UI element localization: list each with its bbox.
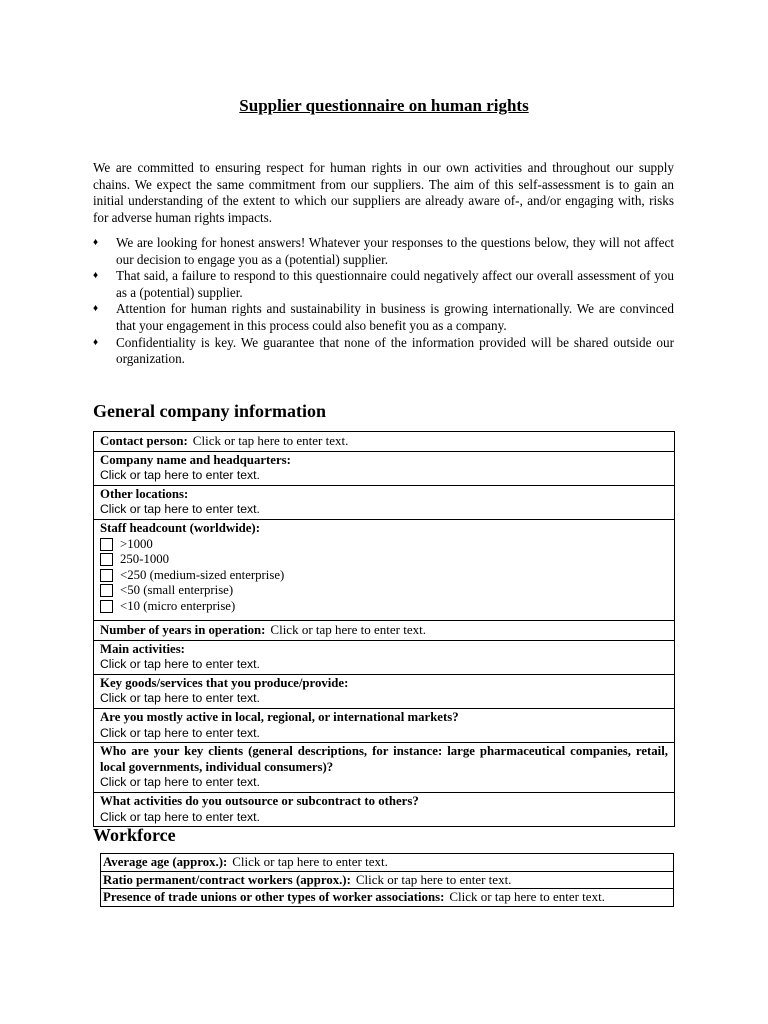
markets-label: Are you mostly active in local, regional, or international markets?	[100, 710, 459, 725]
worker-ratio-label: Ratio permanent/contract workers (approx.):	[103, 872, 351, 887]
contact-person-label: Contact person:	[100, 434, 188, 448]
general-info-table	[93, 431, 675, 827]
key-goods-label: Key goods/services that you produce/provide:	[100, 675, 349, 690]
contact-person-field[interactable]: Click or tap here to enter text.	[192, 433, 349, 448]
key-clients-label: Who are your key clients (general descriptions, for instance: large pharmaceutical companies, retail, local governments, individual consumers)?	[100, 744, 668, 774]
trade-unions-field[interactable]: Click or tap here to enter text.	[449, 889, 605, 905]
average-age-field[interactable]: Click or tap here to enter text.	[232, 854, 388, 869]
years-in-operation-field[interactable]: Click or tap here to enter text.	[270, 622, 426, 638]
trade-unions-label: Presence of trade unions or other types of worker associations:	[103, 890, 445, 905]
markets-field[interactable]: Click or tap here to enter text.	[100, 725, 260, 740]
table-row	[94, 793, 675, 827]
average-age-label: Average age (approx.):	[103, 855, 228, 869]
staff-headcount-label: Staff headcount (worldwide):	[100, 520, 260, 535]
worker-ratio-field[interactable]: Click or tap here to enter text.	[355, 871, 512, 887]
table-row	[94, 674, 675, 708]
intro-paragraph: We are committed to ensuring respect for human rights in our own activities and throughout our supply chains. We expect the same commitment from our suppliers. The aim of this self-assessment is to gain an initial understanding of the extent to which our suppliers are already aware of-, and/or engaging with, risks for adverse human rights impacts.	[93, 160, 674, 225]
headcount-checkbox[interactable]	[100, 569, 113, 582]
headcount-checkbox[interactable]	[100, 600, 113, 613]
bullet-icon: ♦	[93, 237, 99, 248]
headcount-checkbox[interactable]	[100, 584, 113, 597]
headcount-checkbox[interactable]	[100, 538, 113, 551]
bullet-icon: ♦	[93, 270, 99, 282]
table-row	[101, 871, 674, 889]
table-row	[94, 432, 675, 452]
main-activities-field[interactable]: Click or tap here to enter text.	[100, 657, 260, 672]
table-row	[94, 519, 675, 620]
other-locations-label: Other locations:	[100, 486, 189, 501]
table-row	[94, 743, 675, 793]
bullet-icon: ♦	[93, 336, 99, 348]
table-row	[94, 709, 675, 743]
headcount-option: >1000	[100, 537, 668, 553]
outsource-field[interactable]: Click or tap here to enter text.	[100, 809, 260, 824]
workforce-table	[100, 853, 674, 907]
table-row	[94, 451, 675, 485]
table-row	[94, 640, 675, 674]
bullet-icon: ♦	[93, 303, 99, 315]
list-item: ♦ Attention for human rights and sustainability in business is growing internationally. We are convinced that your engagement in this process could also benefit you as a company.	[93, 301, 674, 333]
page-title: Supplier questionnaire on human rights	[239, 96, 529, 115]
workforce-heading: Workforce	[93, 825, 176, 845]
headcount-option: <10 (micro enterprise)	[100, 599, 668, 615]
general-info-heading: General company information	[93, 401, 326, 421]
list-item: ♦ That said, a failure to respond to this questionnaire could negatively affect our overall assessment of you as a (potential) supplier.	[93, 268, 674, 300]
list-item: ♦ We are looking for honest answers! Whatever your responses to the questions below, they will not affect our decision to engage you as a (potential) supplier.	[93, 235, 674, 267]
years-in-operation-label: Number of years in operation:	[100, 623, 266, 638]
other-locations-field[interactable]: Click or tap here to enter text.	[100, 502, 260, 517]
key-goods-field[interactable]: Click or tap here to enter text.	[100, 691, 260, 706]
table-row	[94, 485, 675, 519]
company-name-field[interactable]: Click or tap here to enter text.	[100, 468, 260, 483]
headcount-option: <250 (medium-sized enterprise)	[100, 568, 668, 584]
table-row	[101, 854, 674, 872]
main-activities-label: Main activities:	[100, 641, 185, 656]
table-row	[101, 889, 674, 907]
bullet-list	[93, 235, 674, 368]
key-clients-field[interactable]: Click or tap here to enter text.	[100, 775, 260, 790]
list-item: ♦ Confidentiality is key. We guarantee that none of the information provided will be shared outside our organization.	[93, 334, 674, 367]
table-row	[94, 621, 675, 641]
outsource-label: What activities do you outsource or subcontract to others?	[100, 794, 419, 808]
company-name-label: Company name and headquarters:	[100, 452, 291, 467]
headcount-checkbox[interactable]	[100, 553, 113, 566]
headcount-option: <50 (small enterprise)	[100, 583, 668, 599]
headcount-option: 250-1000	[100, 552, 668, 568]
